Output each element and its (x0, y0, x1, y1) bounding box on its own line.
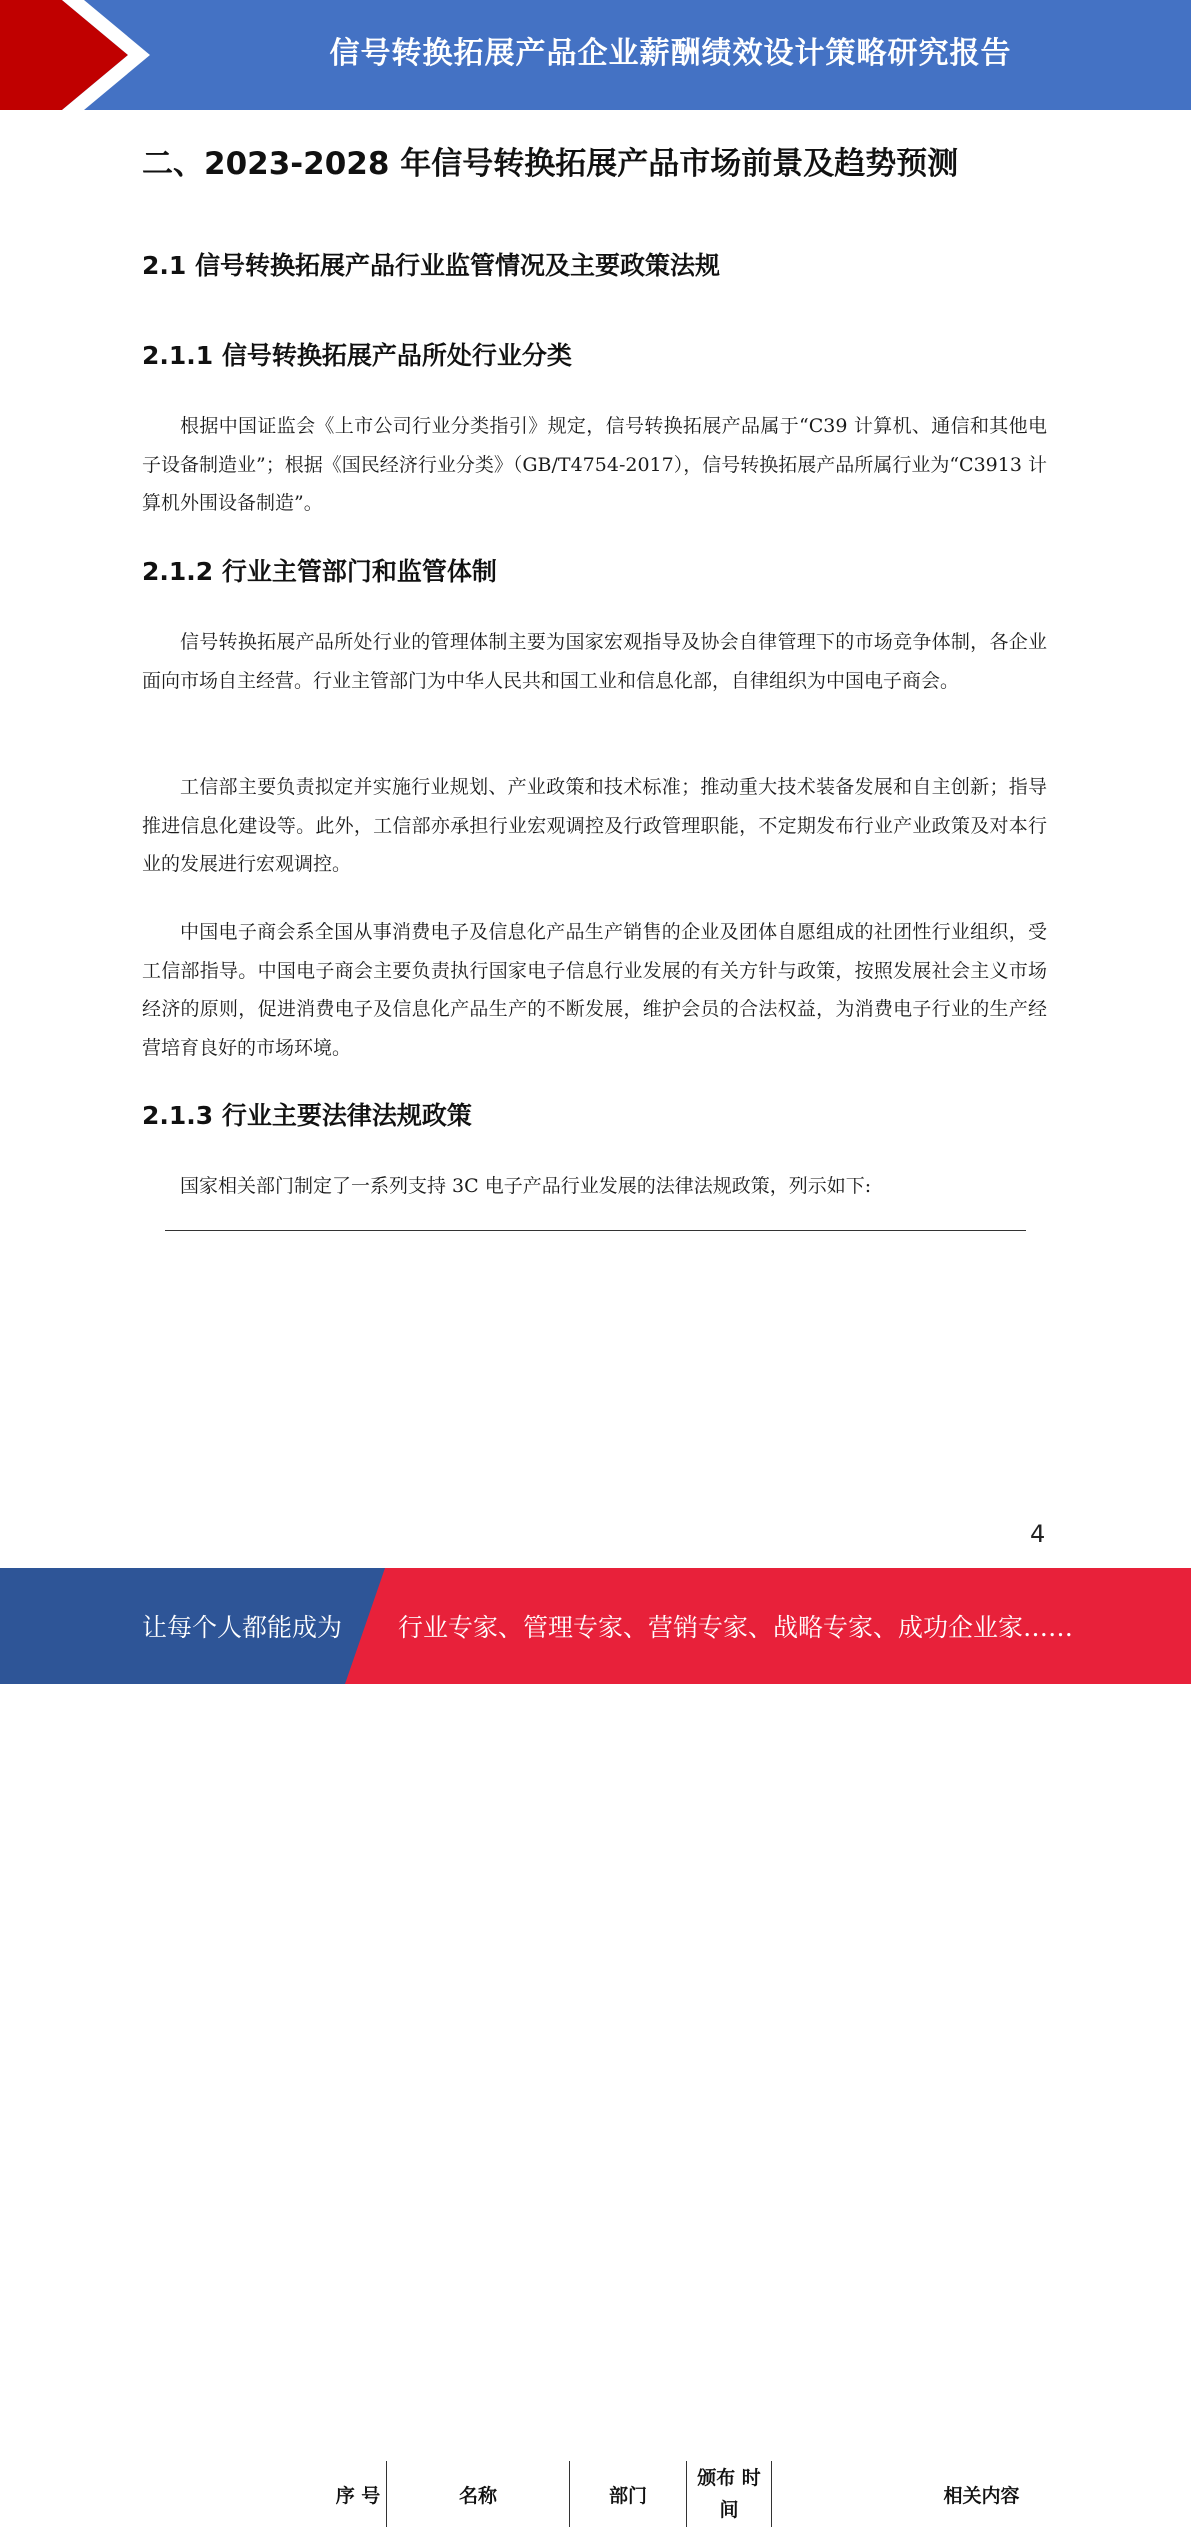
footer-slogan-right: 行业专家、管理专家、营销专家、战略专家、成功企业家…… (398, 1613, 1074, 1642)
heading-2-1-1: 2.1.1 信号转换拓展产品所处行业分类 (142, 341, 572, 370)
table-header-content: 相关内容 (943, 2484, 1020, 2507)
paragraph-industry-classification: 根据中国证监会《上市公司行业分类指引》规定，信号转换拓展产品属于“C39 计算机、通信和其他电子设备制造业”；根据《国民经济行业分类》（GB/T4754-2017），信号转换拓展产品所属行业为“C3913 计算机外围设备制造”。 (142, 415, 1047, 514)
heading-2-1-3: 2.1.3 行业主要法律法规政策 (142, 1101, 472, 1130)
page-footer-banner (0, 1568, 1191, 1684)
paragraph-policy-intro: 国家相关部门制定了一系列支持 3C 电子产品行业发展的法律法规政策，列示如下: (180, 1175, 872, 1197)
paragraph-management-system: 信号转换拓展产品所处行业的管理体制主要为国家宏观指导及协会自律管理下的市场竞争体制，各企业面向市场自主经营。行业主管部门为中华人民共和国工业和信息化部，自律组织为中国电子商会。 (142, 631, 1047, 692)
table-header-index: 序 号 (335, 2484, 381, 2507)
page-number: 4 (1030, 1520, 1046, 1548)
table-header-date: 颁布 时间 (697, 2467, 761, 2521)
paragraph-miit-duties: 工信部主要负责拟定并实施行业规划、产业政策和技术标准；推动重大技术装备发展和自主创新；指导推进信息化建设等。此外，工信部亦承担行业宏观调控及行政管理职能，不定期发布行业产业政策及对本行业的发展进行宏观调控。 (142, 776, 1047, 875)
report-title: 信号转换拓展产品企业薪酬绩效设计策略研究报告 (329, 36, 1012, 71)
header-arrow-decoration (0, 0, 160, 110)
paragraph-chamber-of-commerce: 中国电子商会系全国从事消费电子及信息化产品生产销售的企业及团体自愿组成的社团性行业组织，受工信部指导。中国电子商会主要负责执行国家电子信息行业发展的有关方针与政策，按照发展社会主义市场经济的原则，促进消费电子及信息化产品生产的不断发展，维护会员的合法权益，为消费电子行业的生产经营培育良好的市场环境。 (142, 921, 1047, 1059)
page-header-banner (0, 0, 1191, 110)
heading-2-1-2: 2.1.2 行业主管部门和监管体制 (142, 557, 497, 586)
table-header-department: 部门 (608, 2484, 647, 2507)
table-top-border (165, 1230, 1026, 1231)
table-header-name: 名称 (458, 2484, 497, 2507)
heading-2-1: 2.1 信号转换拓展产品行业监管情况及主要政策法规 (142, 251, 720, 280)
section-title: 二、2023-2028 年信号转换拓展产品市场前景及趋势预测 (142, 146, 959, 182)
footer-slogan-left: 让每个人都能成为 (142, 1613, 343, 1642)
